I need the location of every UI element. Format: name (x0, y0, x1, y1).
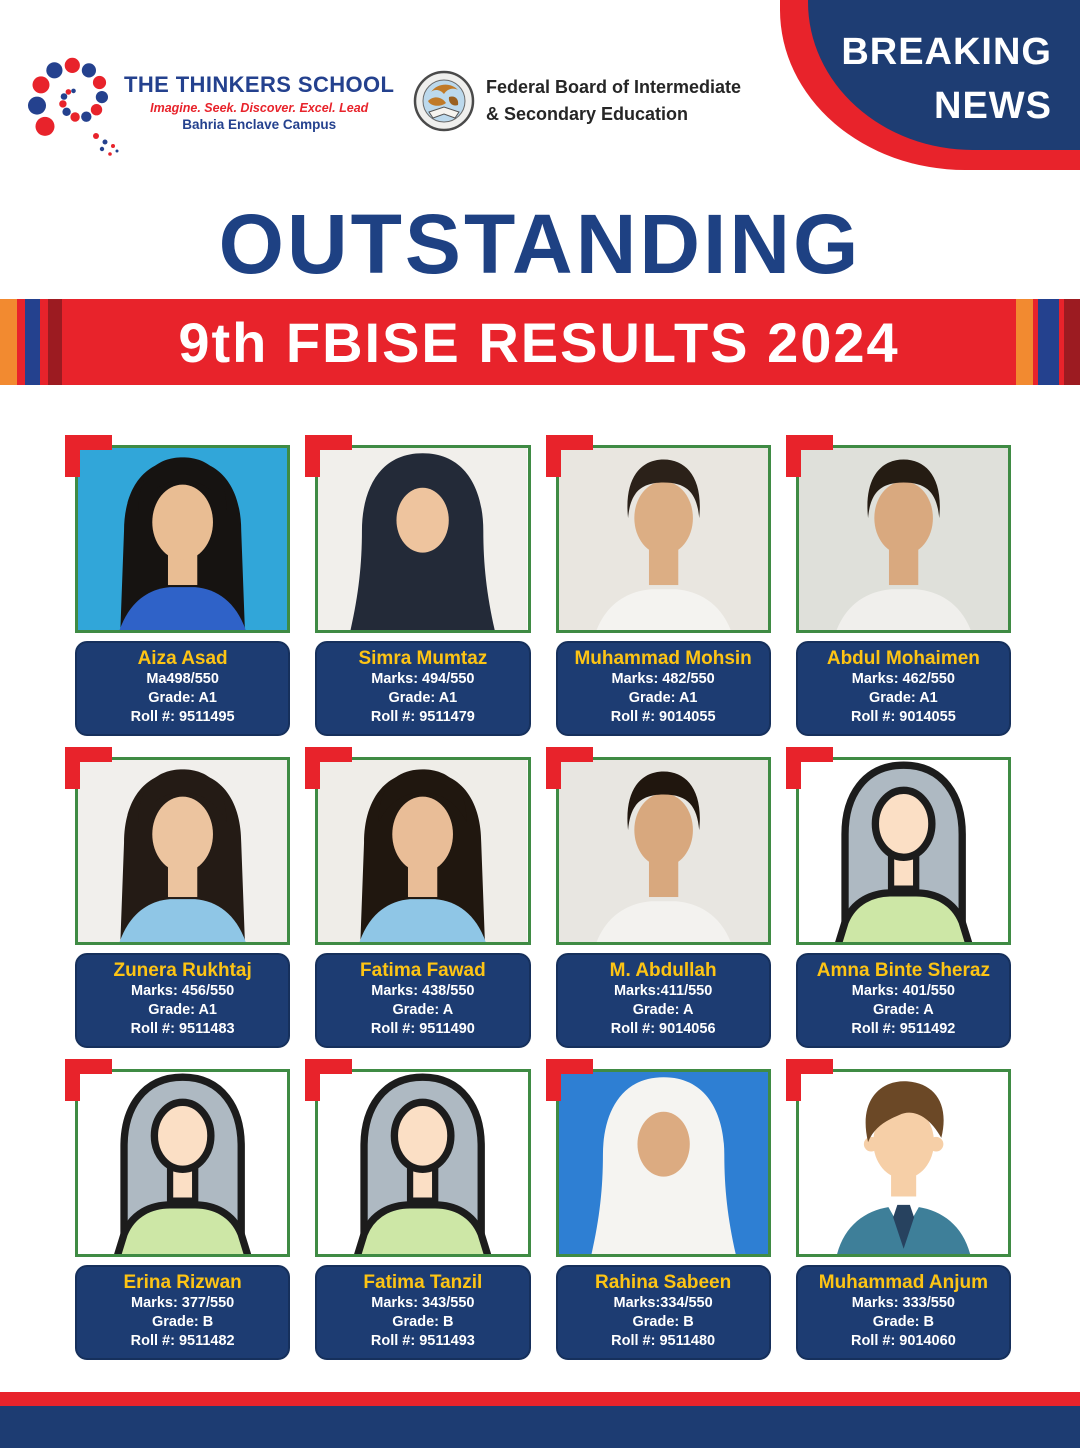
breaking-news-badge (785, 0, 1080, 170)
student-info-panel (315, 1265, 530, 1360)
board-name-line2: & Secondary Education (486, 104, 689, 124)
school-name: THE THINKERS SCHOOL (124, 72, 395, 97)
student-roll: Roll #: 9511493 (370, 1332, 475, 1349)
banner-stripe (1016, 299, 1033, 385)
student-grade: Grade: B (872, 1314, 934, 1331)
student-info-panel (556, 953, 771, 1048)
banner-stripe (40, 299, 48, 385)
student-name: Fatima Fawad (360, 959, 486, 981)
student-grade: Grade: A (873, 1002, 934, 1019)
board-name-line1: Federal Board of Intermediate (486, 77, 742, 97)
student-marks: Marks: 494/550 (371, 671, 475, 688)
student-card (556, 1069, 771, 1360)
student-roll: Roll #: 9511480 (611, 1332, 716, 1349)
student-marks: Marks: 456/550 (131, 983, 235, 1000)
student-name: Rahina Sabeen (595, 1271, 732, 1293)
student-name: M. Abdullah (609, 959, 717, 981)
student-photo-frame (315, 757, 530, 945)
student-grade: Grade: A (392, 1002, 454, 1019)
results-grid (75, 445, 1011, 1360)
footer-blue-stripe (0, 1406, 1080, 1448)
breaking-news-line1: BREAKING (841, 31, 1052, 73)
banner-text: 9th FBISE RESULTS 2024 (178, 310, 900, 374)
student-photo-frame (796, 757, 1011, 945)
student-photo-frame (75, 1069, 290, 1257)
banner-stripe (25, 299, 40, 385)
student-info-panel (315, 641, 530, 736)
student-name: Abdul Mohaimen (826, 648, 980, 669)
board-logo (413, 70, 741, 132)
student-name: Muhammad Mohsin (574, 648, 752, 669)
student-card (796, 445, 1011, 736)
student-roll: Roll #: 9511479 (370, 709, 475, 726)
student-card (796, 757, 1011, 1048)
student-name: Erina Rizwan (123, 1271, 242, 1293)
corner-accent (305, 747, 352, 789)
student-marks: Marks:411/550 (613, 983, 713, 1000)
student-photo-frame (556, 1069, 771, 1257)
student-info-panel (75, 1265, 290, 1360)
banner-stripe (0, 299, 17, 385)
student-grade: Grade: A1 (148, 690, 217, 707)
student-photo-frame (75, 757, 290, 945)
student-name: Simra Mumtaz (358, 648, 488, 669)
corner-accent (65, 435, 112, 477)
student-marks: Marks: 462/550 (851, 671, 955, 688)
student-roll: Roll #: 9511483 (130, 1021, 235, 1038)
student-marks: Marks: 333/550 (851, 1295, 955, 1312)
student-photo-frame (796, 1069, 1011, 1257)
corner-accent (65, 747, 112, 789)
student-marks: Marks: 482/550 (611, 671, 715, 688)
student-card (75, 757, 290, 1048)
student-card (75, 445, 290, 736)
student-marks: Marks:334/550 (613, 1295, 713, 1312)
student-name: Aiza Asad (137, 648, 228, 669)
student-name: Zunera Rukhtaj (113, 959, 252, 981)
student-card (315, 1069, 530, 1360)
student-name: Muhammad Anjum (818, 1271, 988, 1293)
student-info-panel (796, 1265, 1011, 1360)
student-photo-frame (315, 445, 530, 633)
student-grade: Grade: A1 (148, 1002, 217, 1019)
footer-red-stripe (0, 1392, 1080, 1406)
student-info-panel (75, 953, 290, 1048)
student-roll: Roll #: 9014055 (610, 709, 716, 726)
student-info-panel (796, 641, 1011, 736)
student-roll: Roll #: 9511490 (370, 1021, 475, 1038)
student-grade: Grade: B (392, 1314, 454, 1331)
student-marks: Marks: 377/550 (131, 1295, 235, 1312)
student-photo-frame (75, 445, 290, 633)
student-roll: Roll #: 9014060 (850, 1332, 956, 1349)
student-grade: Grade: A1 (628, 690, 698, 707)
student-roll: Roll #: 9014055 (850, 709, 956, 726)
student-roll: Roll #: 9511495 (130, 709, 235, 726)
student-roll: Roll #: 9511482 (130, 1332, 235, 1349)
student-info-panel (75, 641, 290, 736)
student-info-panel (315, 953, 530, 1048)
fbise-seal-icon (413, 70, 475, 132)
student-grade: Grade: A1 (388, 690, 458, 707)
corner-accent (305, 435, 352, 477)
student-marks: Marks: 343/550 (371, 1295, 475, 1312)
results-banner (0, 299, 1080, 385)
student-photo-frame (556, 757, 771, 945)
banner-stripe (48, 299, 62, 385)
student-marks: Marks: 438/550 (371, 983, 475, 1000)
student-name: Amna Binte Sheraz (816, 959, 990, 981)
student-photo-frame (556, 445, 771, 633)
student-card (315, 757, 530, 1048)
student-roll: Roll #: 9014056 (610, 1021, 716, 1038)
student-name: Fatima Tanzil (363, 1271, 483, 1293)
student-photo-frame (315, 1069, 530, 1257)
banner-stripe (1064, 299, 1080, 385)
corner-accent (65, 1059, 112, 1101)
school-tagline: Imagine. Seek. Discover. Excel. Lead (150, 101, 369, 115)
student-roll: Roll #: 9511492 (851, 1021, 956, 1038)
page-title: OUTSTANDING (218, 197, 862, 291)
student-info-panel (796, 953, 1011, 1048)
student-info-panel (556, 641, 771, 736)
student-card (796, 1069, 1011, 1360)
student-marks: Ma498/550 (146, 671, 219, 688)
corner-accent (546, 435, 593, 477)
corner-accent (305, 1059, 352, 1101)
school-campus: Bahria Enclave Campus (182, 117, 337, 132)
banner-main (62, 299, 1016, 385)
student-marks: Marks: 401/550 (851, 983, 955, 1000)
corner-accent (546, 747, 593, 789)
student-info-panel (556, 1265, 771, 1360)
student-photo-frame (796, 445, 1011, 633)
student-card (75, 1069, 290, 1360)
student-grade: Grade: A1 (868, 690, 938, 707)
student-card (556, 757, 771, 1048)
corner-accent (546, 1059, 593, 1101)
banner-stripe (1038, 299, 1059, 385)
corner-accent (786, 1059, 833, 1101)
student-grade: Grade: A (632, 1002, 694, 1019)
student-card (556, 445, 771, 736)
banner-stripe (17, 299, 25, 385)
school-logo-dots-icon (26, 36, 138, 168)
corner-accent (786, 747, 833, 789)
school-logo (26, 36, 394, 168)
corner-accent (786, 435, 833, 477)
student-grade: Grade: B (152, 1314, 214, 1331)
breaking-news-line2: NEWS (934, 84, 1052, 127)
student-grade: Grade: B (632, 1314, 694, 1331)
student-card (315, 445, 530, 736)
